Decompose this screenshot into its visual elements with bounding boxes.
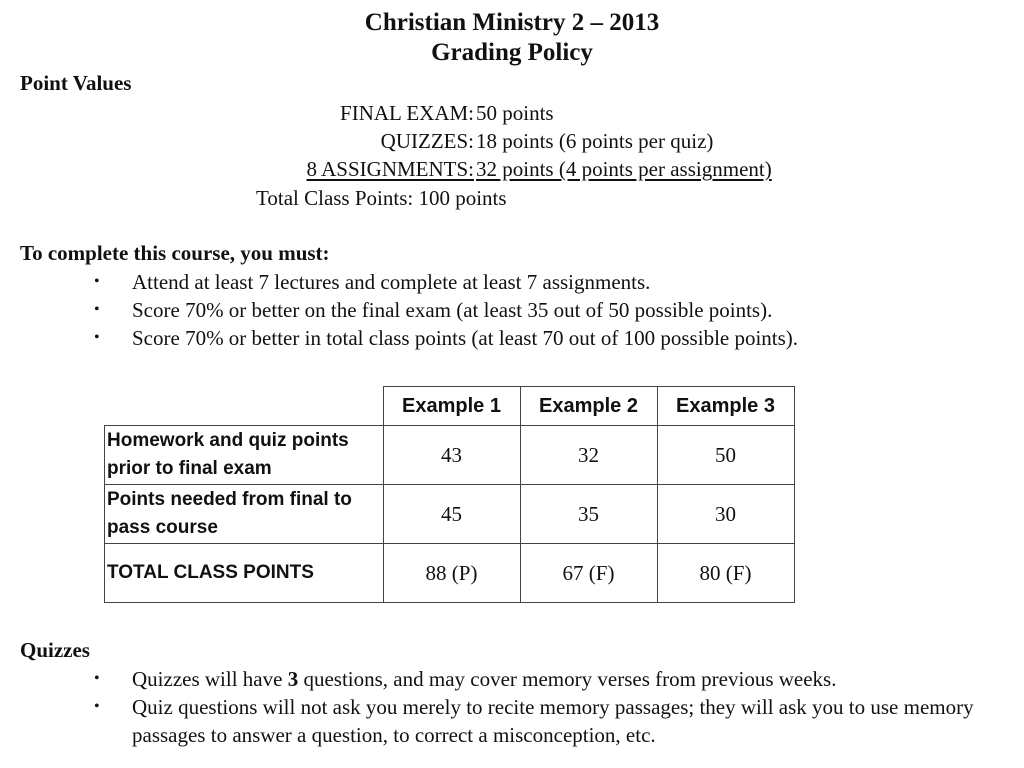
table-cell: 50 [657, 426, 794, 485]
table-row [105, 544, 795, 603]
point-value-label: 8 ASSIGNMENTS: [306, 157, 474, 181]
table-cell: 30 [657, 485, 794, 544]
examples-table [104, 386, 795, 603]
document-subtitle: Grading Policy [431, 39, 593, 66]
table-row [105, 485, 795, 544]
table-cell: 88 (P) [383, 544, 520, 603]
list-item: • Score 70% or better on the final exam (at least 35 out of 50 possible points). [94, 298, 773, 322]
bullet-icon: • [94, 273, 100, 290]
point-value-row [0, 100, 1024, 126]
bullet-icon: • [94, 301, 100, 318]
table-cell: 32 [520, 426, 657, 485]
bullet-icon: • [94, 329, 100, 346]
point-value-label: QUIZZES: [380, 129, 474, 153]
list-item: • Score 70% or better in total class points (at least 70 out of 100 possible points). [94, 326, 799, 350]
table-header-row [105, 387, 795, 426]
point-value-amount: 32 points (4 points per assignment) [476, 157, 772, 181]
table-cell: 67 (F) [520, 544, 657, 603]
list-item: • Attend at least 7 lectures and complete at least 7 assignments. [94, 270, 651, 294]
bullet-icon: • [94, 698, 100, 715]
point-value-row [0, 128, 1024, 154]
column-header: Example 1 [383, 387, 520, 426]
quizzes-list [0, 665, 992, 749]
table-cell: 45 [383, 485, 520, 544]
quizzes-heading: Quizzes [20, 638, 90, 662]
total-class-points: Total Class Points: 100 points [256, 186, 507, 210]
list-item: • Quiz questions will not ask you merely to recite memory passages; they will ask you to use memory passages to answer a question, to correct a misconception, etc. [94, 695, 974, 747]
table-row [105, 426, 795, 485]
document-title: Christian Ministry 2 – 2013 [364, 9, 660, 36]
completion-list [0, 268, 798, 352]
point-value-amount: 18 points (6 points per quiz) [476, 129, 714, 153]
bullet-icon: • [94, 670, 100, 687]
point-value-row [0, 156, 1024, 182]
point-value-amount: 50 points [476, 101, 554, 125]
table-cell: 43 [383, 426, 520, 485]
list-item: • Quizzes will have 3 questions, and may cover memory verses from previous weeks. [94, 667, 837, 691]
table-cell: 80 (F) [657, 544, 794, 603]
completion-heading: To complete this course, you must: [20, 241, 330, 265]
column-header: Example 2 [520, 387, 657, 426]
table-cell: 35 [520, 485, 657, 544]
point-values-heading: Point Values [20, 71, 132, 95]
row-label: Points needed from final to pass course [105, 485, 384, 544]
table-corner-cell [105, 387, 384, 426]
column-header: Example 3 [657, 387, 794, 426]
row-label: TOTAL CLASS POINTS [105, 544, 384, 603]
point-value-label: FINAL EXAM: [340, 101, 474, 125]
row-label: Homework and quiz points prior to final exam [105, 426, 384, 485]
